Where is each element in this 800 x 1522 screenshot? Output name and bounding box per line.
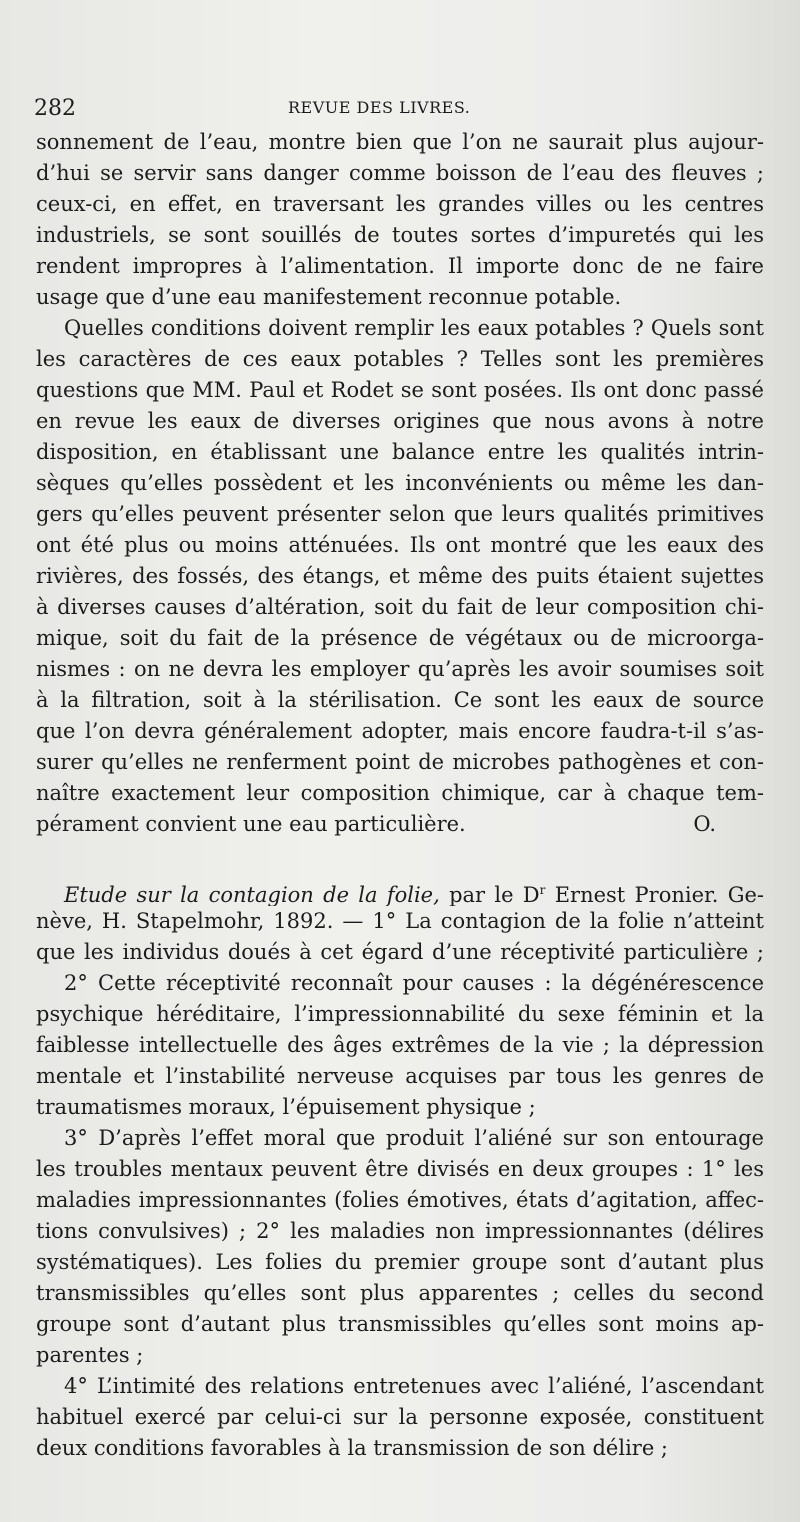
text-line: traumatismes moraux, l’épuisement physique ; [36,1095,536,1119]
text-line: psychique héréditaire, l’impressionnabilité du sexe féminin et la [36,1002,764,1026]
text-line: gers qu’elles peuvent présenter selon que leurs qualités primitives [36,502,764,526]
text-line: que les individus doués à cet égard d’une réceptivité particulière ; [36,940,764,964]
text-line: rendent impropres à l’alimentation. Il importe donc de ne faire [36,254,764,278]
text-line: 4° L’intimité des relations entretenues avec l’aliéné, l’ascendant [64,1374,764,1398]
text-line: Ernest Pronier. Ge- [545,883,764,906]
page-number: 282 [34,96,76,121]
text-line: nismes : on ne devra les employer qu’après les avoir soumises soit [36,657,764,681]
text-line: que l’on devra généralement adopter, mais encore faudra-t-il s’as- [36,719,764,743]
text-line: rivières, des fossés, des étangs, et même des puits étaient sujettes [36,564,764,588]
text-line: mique, soit du fait de la présence de végétaux ou de microorga- [36,626,764,650]
text-line: d’hui se servir sans danger comme boisson de l’eau des fleuves ; [36,161,764,185]
text-line-with-signature [36,809,764,840]
text-line: 2° Cette réceptivité reconnaît pour causes : la dégénérescence [64,971,764,995]
review-entry-heading [36,875,764,906]
text-line: deux conditions favorables à la transmission de son délire ; [36,1436,669,1460]
book-title: Etude sur la contagion de la folie, [64,883,440,906]
text-line: en revue les eaux de diverses origines que nous avons à notre [36,409,764,433]
review-signature: O. [693,812,716,836]
page-body [36,127,764,1464]
text-line: groupe sont d’autant plus transmissibles qu’elles sont moins ap- [36,1312,764,1336]
text-line: par le D [439,883,540,906]
text-line: surer qu’elles ne renferment point de microbes pathogènes et con- [36,750,764,774]
text-line: 3° D’après l’effet moral que produit l’aliéné sur son entourage [64,1126,764,1150]
text-line: transmissibles qu’elles sont plus apparentes ; celles du second [36,1281,764,1305]
text-line: sonnement de l’eau, montre bien que l’on ne saurait plus aujour- [36,130,764,154]
text-line: usage que d’une eau manifestement reconnue potable. [36,285,622,309]
text-line: maladies impressionnantes (folies émotives, états d’agitation, affec- [36,1188,764,1212]
text-line: industriels, se sont souillés de toutes sortes d’impuretés qui les [36,223,764,247]
text-line: à diverses causes d’altération, soit du fait de leur composition chi- [36,595,764,619]
text-line: disposition, en établissant une balance entre les qualités intrin- [36,440,764,464]
text-line: tions convulsives) ; 2° les maladies non impressionnantes (délires [36,1219,764,1243]
section-gap [36,840,764,875]
text-line: à la filtration, soit à la stérilisation. Ce sont les eaux de source [36,688,764,712]
text-line: naître exactement leur composition chimique, car à chaque tem- [36,781,764,805]
text-line: ceux-ci, en effet, en traversant les grandes villes ou les centres [36,192,764,216]
text-line: parentes ; [36,1343,144,1367]
text-line: Quelles conditions doivent remplir les eaux potables ? Quels sont [64,316,764,340]
text-line: mentale et l’instabilité nerveuse acquises par tous les genres de [36,1064,764,1088]
text-line: sèques qu’elles possèdent et les inconvénients ou même les dan- [36,471,764,495]
text-line: nève, H. Stapelmohr, 1892. — 1° La contagion de la folie n’atteint [36,909,764,933]
running-title: REVUE DES LIVRES. [288,98,471,117]
text-line: les caractères de ces eaux potables ? Telles sont les premières [36,347,764,371]
text-line: ont été plus ou moins atténuées. Ils ont montré que les eaux des [36,533,764,557]
text-line: habituel exercé par celui-ci sur la personne exposée, constituent [36,1405,764,1429]
page-header [34,96,760,122]
text-line: systématiques). Les folies du premier groupe sont d’autant plus [36,1250,764,1274]
text-line: pérament convient une eau particulière. [36,812,466,836]
superscript: r [539,883,546,897]
text-line: les troubles mentaux peuvent être divisés en deux groupes : 1° les [36,1157,764,1181]
text-line: questions que MM. Paul et Rodet se sont posées. Ils ont donc passé [36,378,764,402]
text-line: faiblesse intellectuelle des âges extrêmes de la vie ; la dépression [36,1033,764,1057]
